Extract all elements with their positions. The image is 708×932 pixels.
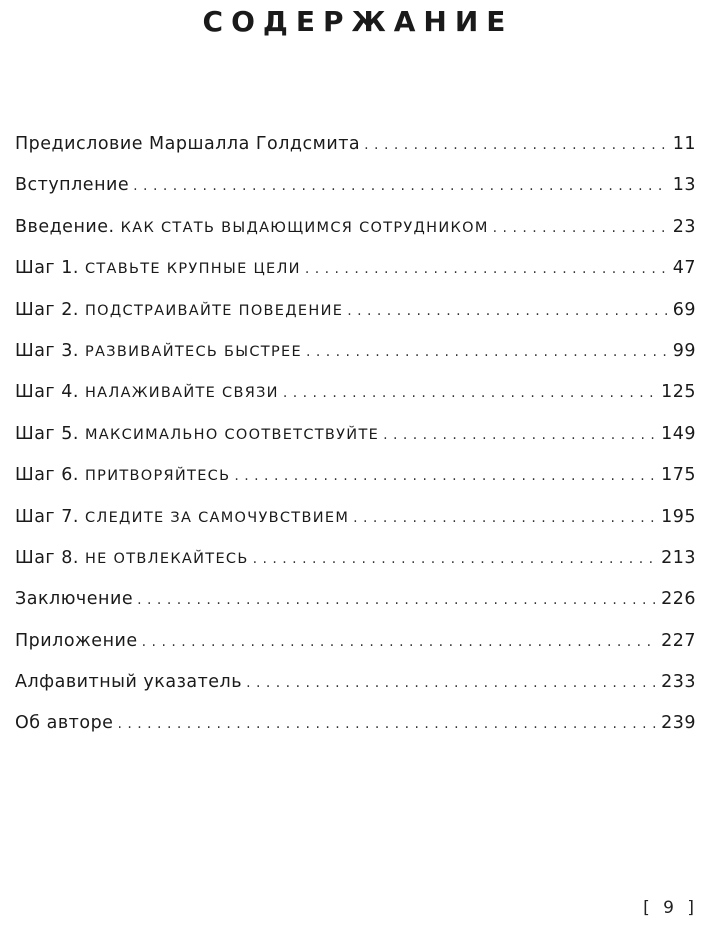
toc-entry-label	[15, 703, 113, 745]
toc-entry-page: 213	[661, 547, 696, 568]
toc-entry-page: 47	[672, 258, 696, 279]
toc-entry-page: 175	[661, 465, 696, 486]
toc-entry-prefix: Шаг 2.	[15, 299, 85, 320]
toc-entry-prefix: Введение.	[15, 216, 121, 237]
toc-entry-label	[15, 124, 360, 166]
toc-entry-label	[15, 165, 129, 207]
toc-entry-title: ПОДСТРАИВАЙТЕ ПОВЕДЕНИЕ	[84, 302, 344, 319]
toc-entry-title: СТАВЬТЕ КРУПНЫЕ ЦЕЛИ	[84, 261, 301, 278]
dot-leader	[305, 249, 669, 290]
toc-entry-page: 11	[672, 134, 696, 154]
dot-leader	[133, 166, 669, 207]
toc-entry-page: 149	[661, 423, 696, 444]
toc-entry[interactable]	[15, 331, 696, 372]
toc-entry-label	[15, 414, 379, 456]
toc-entry-prefix: Вступление	[15, 175, 130, 196]
toc-entry-label	[15, 372, 279, 414]
toc-entry-title: НЕ ОТВЛЕКАЙТЕСЬ	[84, 550, 249, 567]
toc-entry-prefix: Шаг 4.	[15, 382, 85, 403]
toc-entry-prefix: Шаг 3.	[15, 340, 85, 361]
toc-entry-prefix: Алфавитный указатель	[15, 672, 243, 693]
toc-entry-prefix: Шаг 7.	[15, 506, 85, 527]
toc-entry-page: 125	[661, 382, 696, 403]
toc-entry-title: РАЗВИВАЙТЕСЬ БЫСТРЕЕ	[84, 343, 302, 360]
toc-entry-label	[15, 331, 302, 373]
toc-entry-page: 233	[661, 672, 696, 693]
table-of-contents	[15, 124, 696, 745]
dot-leader	[137, 580, 657, 621]
dot-leader	[253, 539, 658, 580]
dot-leader	[306, 332, 669, 373]
toc-entry-title: НАЛАЖИВАЙТЕ СВЯЗИ	[84, 385, 279, 402]
toc-entry-page: 13	[672, 175, 696, 196]
toc-entry-prefix: Шаг 6.	[15, 465, 85, 486]
dot-leader	[142, 622, 657, 663]
page-number: [ 9 ]	[643, 898, 698, 918]
toc-entry[interactable]	[15, 290, 696, 331]
toc-entry[interactable]	[15, 124, 696, 165]
toc-entry-label	[15, 455, 230, 497]
dot-leader	[383, 415, 657, 456]
toc-entry-label	[15, 497, 349, 539]
dot-leader	[353, 498, 657, 539]
dot-leader	[246, 663, 657, 704]
toc-entry[interactable]	[15, 372, 696, 413]
toc-entry-label	[15, 579, 133, 621]
toc-entry[interactable]	[15, 579, 696, 620]
toc-entry-prefix: Заключение	[15, 589, 134, 610]
dot-leader	[364, 125, 669, 166]
toc-entry-title: СЛЕДИТЕ ЗА САМОЧУВСТВИЕМ	[84, 509, 350, 526]
dot-leader	[117, 704, 657, 745]
dot-leader	[493, 208, 669, 249]
page-title: СОДЕРЖАНИЕ	[202, 5, 514, 38]
toc-entry-prefix: Шаг 1.	[15, 258, 85, 279]
toc-entry-prefix: Приложение	[15, 630, 138, 651]
toc-entry-page: 227	[661, 630, 696, 651]
toc-entry-prefix: Шаг 8.	[15, 547, 85, 568]
toc-entry[interactable]	[15, 621, 696, 662]
toc-entry-page: 195	[661, 506, 696, 527]
toc-entry-page: 69	[672, 299, 696, 320]
toc-entry-prefix: Шаг 5.	[15, 423, 85, 444]
toc-entry-label	[15, 538, 249, 580]
toc-entry[interactable]	[15, 455, 696, 496]
dot-leader	[234, 456, 657, 497]
toc-entry-title: КАК СТАТЬ ВЫДАЮЩИМСЯ СОТРУДНИКОМ	[120, 219, 489, 236]
toc-entry-page: 226	[661, 589, 696, 610]
toc-entry[interactable]	[15, 497, 696, 538]
toc-entry[interactable]	[15, 662, 696, 703]
toc-entry-label	[15, 248, 301, 290]
toc-entry-title: МАКСИМАЛЬНО СООТВЕТСТВУЙТЕ	[84, 426, 380, 443]
toc-entry[interactable]	[15, 207, 696, 248]
toc-entry-prefix: Об авторе	[15, 713, 114, 734]
toc-entry[interactable]	[15, 165, 696, 206]
toc-entry-page: 99	[672, 340, 696, 361]
toc-entry-prefix: Предисловие Маршалла Голдсмита	[15, 134, 361, 154]
toc-entry[interactable]	[15, 414, 696, 455]
toc-entry-page: 239	[661, 713, 696, 734]
toc-entry-label	[15, 662, 242, 704]
toc-entry[interactable]	[15, 248, 696, 289]
dot-leader	[283, 373, 657, 414]
toc-entry[interactable]	[15, 538, 696, 579]
toc-entry[interactable]	[15, 703, 696, 744]
toc-entry-label	[15, 290, 343, 332]
toc-entry-title: ПРИТВОРЯЙТЕСЬ	[84, 468, 231, 485]
dot-leader	[347, 291, 669, 332]
toc-entry-label	[15, 207, 489, 249]
toc-entry-label	[15, 621, 138, 663]
toc-entry-page: 23	[672, 216, 696, 237]
